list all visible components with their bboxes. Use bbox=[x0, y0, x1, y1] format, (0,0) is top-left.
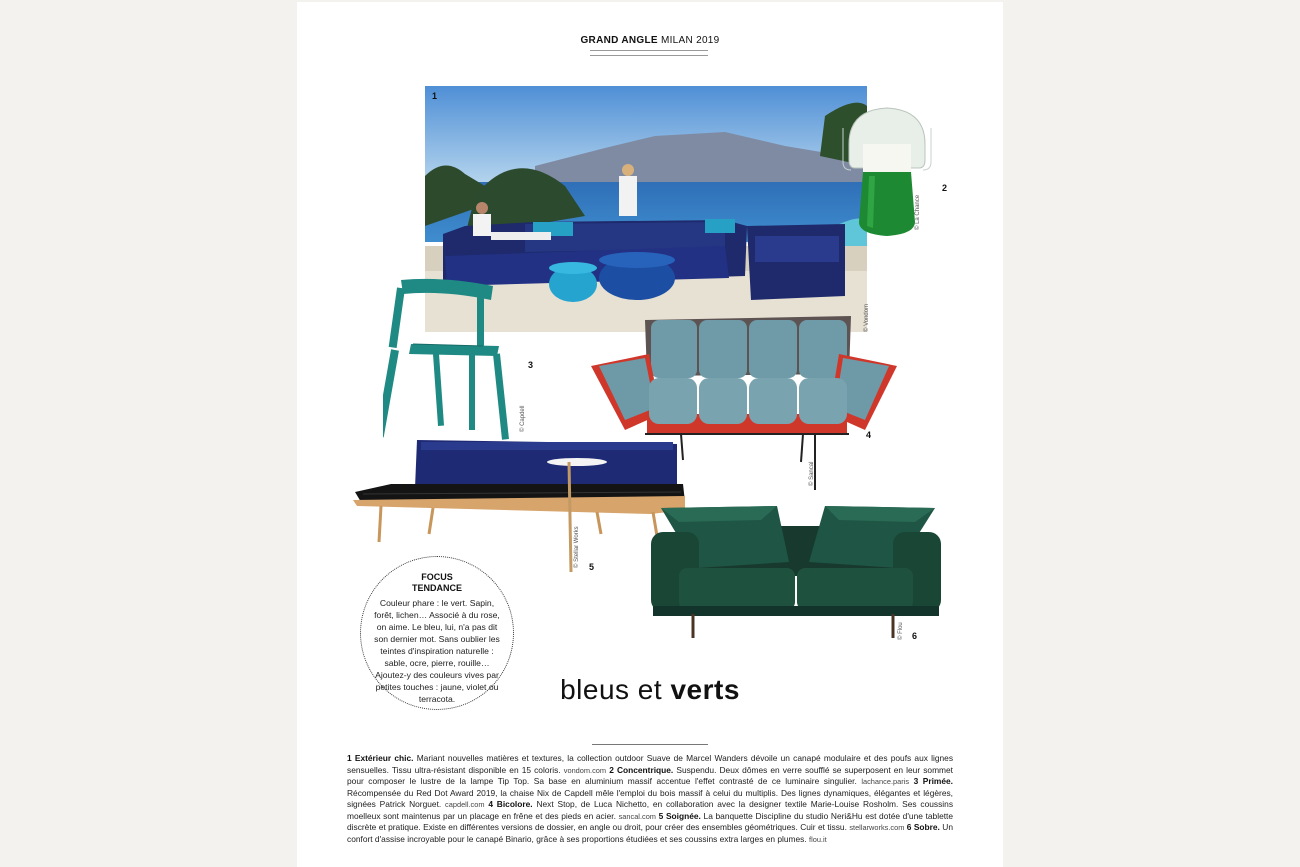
page-headline bbox=[297, 674, 1003, 706]
headline-bold: verts bbox=[670, 674, 740, 705]
entry-3-title: 3 Primée. bbox=[913, 776, 954, 786]
entry-1-title: 1 Extérieur chic. bbox=[347, 753, 414, 763]
entry-3-site[interactable]: capdell.com bbox=[445, 800, 485, 809]
entry-4-site[interactable]: sancal.com bbox=[618, 811, 656, 821]
entry-4-text: Next Stop, de Luca Nichetto, en collaboration avec la designer textile Marie-Louise Rosholm. Ses coussins moelleux sont maintenus par un placage en frêne et des pieds en acier. bbox=[347, 799, 954, 821]
entry-5-text: La banquette Discipline du studio Neri&Hu est dotée d'une tablette discrète et pratique. Existe en différentes versions de dossier, en angle ou droit, pour créer des ensembles géométriques. Cuir et tissu. bbox=[347, 810, 954, 832]
image-number-2: 2 bbox=[942, 183, 948, 193]
magazine-page bbox=[297, 2, 1003, 867]
image-number-4: 4 bbox=[866, 430, 872, 440]
entry-6-title: 6 Sobre. bbox=[906, 822, 940, 832]
image-credit-4: © Sancal bbox=[809, 461, 815, 486]
focus-text: Couleur phare : le vert. Sapin, forêt, lichen… Associé à du rose, on aime. Le bleu, lui, n'a pas dit son dernier mot. Sans oublier les teintes d'inspiration naturelle : sable, ocre, pierre, rouille… Ajoutez-y des couleurs vives par petites touches : jaune, violet ou terracota. bbox=[374, 598, 500, 704]
image-credit-6: © Flou bbox=[898, 622, 904, 640]
image-number-1: 1 bbox=[432, 91, 438, 101]
headline-light: bleus et bbox=[560, 674, 663, 705]
entry-1-text: Mariant nouvelles matières et textures, la collection outdoor Suave de Marcel Wanders dévoile un canapé modulaire et des poufs aux lignes sensuelles. Tissu ultra-résistant disponible en 15 coloris. bbox=[347, 753, 954, 775]
captions-text bbox=[347, 753, 953, 845]
header-rule bbox=[590, 50, 708, 56]
section-header bbox=[297, 35, 1003, 46]
focus-title-line2: TENDANCE bbox=[411, 583, 462, 593]
focus-title-line1: FOCUS bbox=[421, 572, 453, 582]
entry-5-site[interactable]: stellarworks.com bbox=[849, 823, 905, 832]
image-credit-1: © Vondom bbox=[864, 303, 870, 332]
teal-chair-photo bbox=[383, 274, 523, 444]
section-event: MILAN 2019 bbox=[660, 35, 720, 46]
image-credit-3: © Capdell bbox=[520, 405, 526, 432]
daybed-photo bbox=[351, 438, 689, 576]
entry-6-site[interactable]: flou.it bbox=[809, 834, 827, 844]
image-number-5: 5 bbox=[589, 562, 595, 572]
focus-title bbox=[361, 572, 513, 594]
entry-3-text: Récompensée du Red Dot Award 2019, la chaise Nix de Capdell mêle l'emploi du bois massif à celui du multiplis. Des lignes dynamiques, élégantes et légères, signées Patrick Norguet. bbox=[347, 787, 953, 809]
image-credit-2: © La Chance bbox=[915, 194, 921, 230]
entry-2-title: 2 Concentrique. bbox=[609, 764, 674, 775]
entry-5-title: 5 Soignée. bbox=[658, 810, 701, 821]
body-rule bbox=[592, 744, 708, 745]
entry-4-title: 4 Bicolore. bbox=[488, 799, 533, 809]
entry-6-text: Un confort d'assise incroyable pour le canapé Binario, grâce à ses proportions étudiées et ses coussins extra larges en plumes. bbox=[347, 822, 954, 844]
entry-1-site[interactable]: vondom.com bbox=[563, 765, 607, 775]
entry-2-site[interactable]: lachance.paris bbox=[861, 777, 910, 786]
entry-2-text: Suspendu. Deux dômes en verre soufflé se superposent en leur sommet pour composer le lustre de la lampe Tip Top. Sa base en aluminium massif accentue l'effet contrasté de ce luminaire singulier. bbox=[347, 764, 954, 786]
image-number-3: 3 bbox=[528, 360, 534, 370]
image-number-6: 6 bbox=[912, 631, 918, 641]
image-credit-5: © Stellar Works bbox=[574, 526, 580, 568]
section-name: GRAND ANGLE bbox=[580, 35, 658, 46]
